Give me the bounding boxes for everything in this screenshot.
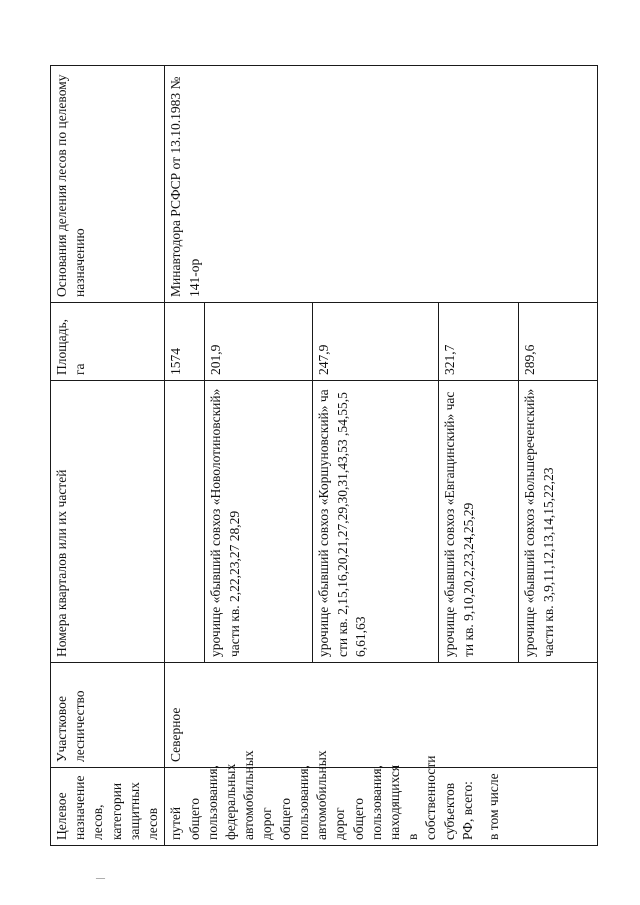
tract-cell: урочище «бывший совхоз «Коршуновский» части кв. 2,15,16,20,21,27,29,30,31,43,53 ,54,55,56,61,63 — [313, 381, 439, 663]
area-cell: 289,6 — [519, 303, 598, 381]
total-area-cell: 1574 — [165, 303, 205, 381]
purpose-text: путей общего пользования, федеральных автомобильных дорог общего пользования, автомобильных дорог общего пользования, находящихся в собственности субъектов РФ, всего: — [168, 750, 475, 840]
rotated-table-container — [50, 66, 598, 846]
area-cell: 321,7 — [439, 303, 519, 381]
tract-cell: урочище «бывший совхоз «Большереченский» части кв. 3,9,11,12,13,14,15,22,23 — [519, 381, 598, 663]
header-area: Площадь, га — [51, 303, 165, 381]
header-quarters: Номера кварталов или их частей — [51, 381, 165, 663]
header-forestry: Участковое лесничество — [51, 663, 165, 768]
basis-cell: Минавтодора РСФСР от 13.10.1983 № 141-ор — [165, 66, 598, 303]
purpose-note: в том числе — [486, 773, 502, 840]
purpose-cell — [165, 750, 598, 846]
forest-purpose-table — [50, 65, 598, 846]
tract-cell: урочище «бывший совхоз «Евгащинский» части кв. 9,10,20,2,23,24,25,29 — [439, 381, 519, 663]
area-cell: 247,9 — [313, 303, 439, 381]
forestry-cell: Северное — [165, 663, 598, 768]
page-mark: — — [96, 873, 105, 883]
area-cell: 201,9 — [205, 303, 313, 381]
header-row — [51, 66, 165, 846]
tract-cell: урочище «бывший совхоз «Новолотиновский» части кв. 2,22,23,27 28,29 — [205, 381, 313, 663]
table-row — [165, 66, 205, 846]
header-basis: Основания деления лесов по целевому назначению — [51, 66, 165, 303]
quarters-cell-total — [165, 381, 205, 663]
header-purpose: Целевое назначение лесов, категории защитных лесов — [51, 768, 165, 846]
